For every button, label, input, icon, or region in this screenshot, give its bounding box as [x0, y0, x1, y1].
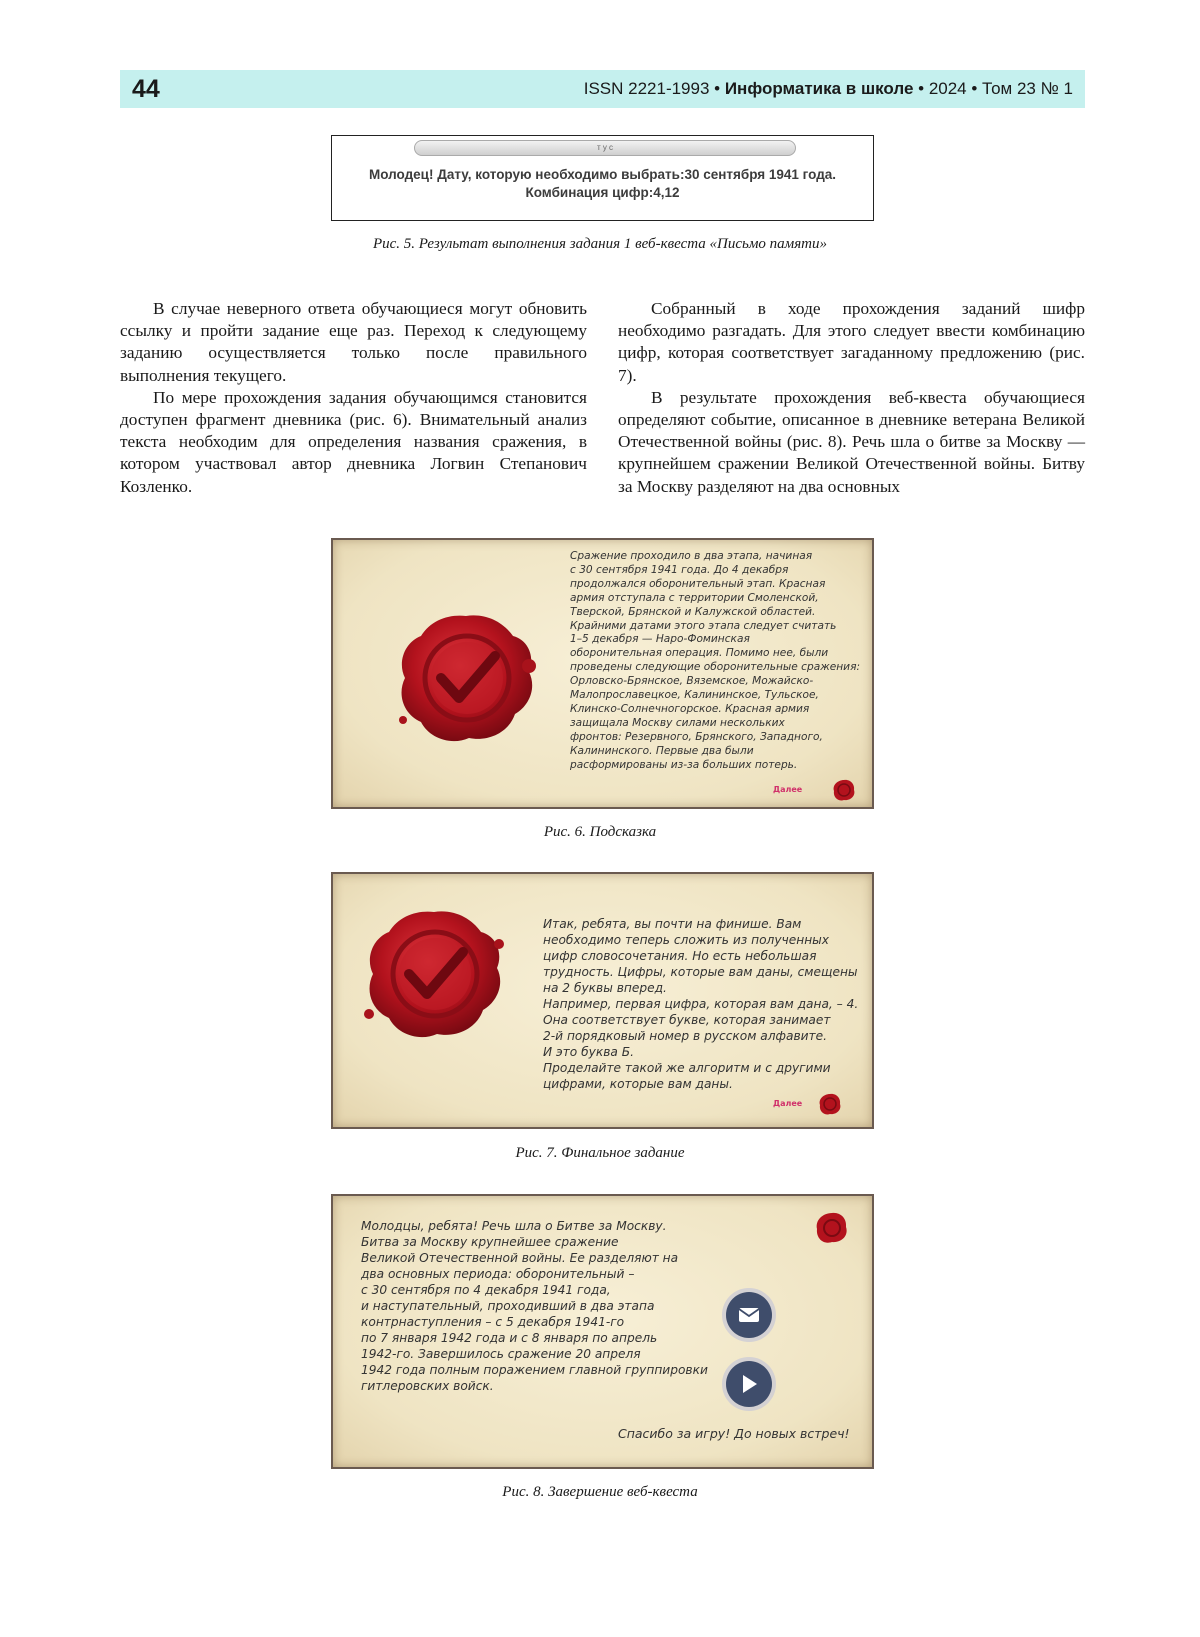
conclusion-text [361, 1218, 708, 1394]
text-line: на 2 буквы вперед. [543, 980, 858, 996]
text-line: защищала Москву силами нескольких [570, 717, 860, 731]
next-button[interactable] [773, 778, 863, 804]
text-line: оборонительная операция. Помимо нее, были [570, 647, 860, 661]
left-column [120, 298, 587, 498]
result-message [332, 166, 873, 202]
text-line: Например, первая цифра, которая вам дана, – 4. [543, 996, 858, 1012]
text-line: Итак, ребята, вы почти на финише. Вам [543, 916, 858, 932]
text-line: трудность. Цифры, которые вам даны, смещены [543, 964, 858, 980]
right-column [618, 298, 1085, 498]
play-icon [739, 1373, 759, 1395]
figure-5 [331, 135, 874, 221]
paragraph: Собранный в ходе прохождения заданий шифр необходимо разгадать. Для этого следует ввести комбинацию цифр, которая соответствует загаданному предложению (рис. 7). [618, 298, 1085, 387]
small-wax-seal-icon [817, 1092, 843, 1116]
text-line: необходимо теперь сложить из полученных [543, 932, 858, 948]
text-line: с 30 сентября 1941 года. До 4 декабря [570, 564, 860, 578]
text-line: гитлеровских войск. [361, 1378, 708, 1394]
text-line: И это буква Б. [543, 1044, 858, 1060]
journal-name: Информатика в школе [725, 79, 914, 98]
text-line: Крайними датами этого этапа следует считать [570, 620, 860, 634]
text-line: Тверской, Брянской и Калужской областей. [570, 606, 860, 620]
text-line: и наступательный, проходивший в два этапа [361, 1298, 708, 1314]
wax-seal-check-icon [391, 608, 541, 748]
window-title-bar: т у с [414, 140, 796, 156]
figure-5-caption: Рис. 5. Результат выполнения задания 1 веб-квеста «Письмо памяти» [0, 236, 1200, 253]
text-line: Битва за Москву крупнейшее сражение [361, 1234, 708, 1250]
small-wax-seal-icon[interactable] [813, 1210, 851, 1246]
figure-8-caption: Рис. 8. Завершение веб-квеста [0, 1484, 1200, 1501]
result-line-2: Комбинация цифр:4,12 [332, 184, 873, 202]
figure-7 [331, 872, 874, 1129]
figure-7-caption: Рис. 7. Финальное задание [0, 1145, 1200, 1162]
page-header [120, 70, 1085, 108]
diary-fragment [570, 550, 860, 773]
text-line: 1–5 декабря — Наро-Фоминская [570, 633, 860, 647]
text-line: цифрами, которые вам даны. [543, 1076, 858, 1092]
text-line: Проделайте такой же алгоритм и с другими [543, 1060, 858, 1076]
text-line: Орловско-Брянское, Вяземское, Можайско- [570, 675, 860, 689]
text-line: 1942-го. Завершилось сражение 20 апреля [361, 1346, 708, 1362]
text-line: продолжался оборонительный этап. Красная [570, 578, 860, 592]
text-line: по 7 января 1942 года и с 8 января по апрель [361, 1330, 708, 1346]
next-button[interactable] [773, 1092, 863, 1118]
text-line: Великой Отечественной войны. Ее разделяют на [361, 1250, 708, 1266]
issue: • 2024 • Том 23 № 1 [918, 79, 1073, 98]
play-button[interactable] [726, 1361, 772, 1407]
text-line: проведены следующие оборонительные сражения: [570, 661, 860, 675]
paragraph: По мере прохождения задания обучающимся становится доступен фрагмент дневника (рис. 6). Внимательный анализ текста необходим для определения названия сражения, в котором участвовал автор дневника Логвин Степанович Козленко. [120, 387, 587, 498]
paragraph: В результате прохождения веб-квеста обучающиеся определяют событие, описанное в дневнике ветерана Великой Отечественной войны (рис. 8). Речь шла о битве за Москву — крупнейшем сражении Великой Отечественной войны. Битву за Москву разделяют на два основных [618, 387, 1085, 498]
envelope-icon [738, 1307, 760, 1323]
text-line: Калининского. Первые два были [570, 745, 860, 759]
text-line: Сражение проходило в два этапа, начиная [570, 550, 860, 564]
small-wax-seal-icon [831, 778, 857, 802]
text-line: армия отступала с территории Смоленской, [570, 592, 860, 606]
text-line: 2-й порядковый номер в русском алфавите. [543, 1028, 858, 1044]
figure-6 [331, 538, 874, 809]
next-label: Далее [773, 1099, 802, 1108]
wax-seal-check-icon [359, 904, 509, 1044]
text-line: Клинско-Солнечногорское. Красная армия [570, 703, 860, 717]
issn: ISSN 2221-1993 • [584, 79, 720, 98]
text-line: Она соответствует букве, которая занимает [543, 1012, 858, 1028]
text-line: фронтов: Резервного, Брянского, Западного, [570, 731, 860, 745]
paragraph: В случае неверного ответа обучающиеся могут обновить ссылку и пройти задание еще раз. Переход к следующему заданию осуществляется только после правильного выполнения текущего. [120, 298, 587, 387]
page-number: 44 [132, 75, 160, 104]
text-line: расформированы из-за больших потерь. [570, 759, 860, 773]
figure-6-caption: Рис. 6. Подсказка [0, 824, 1200, 841]
figure-8 [331, 1194, 874, 1469]
journal-info [584, 79, 1073, 99]
text-line: 1942 года полным поражением главной группировки [361, 1362, 708, 1378]
final-task-text [543, 916, 858, 1092]
text-line: Молодцы, ребята! Речь шла о Битве за Москву. [361, 1218, 708, 1234]
thanks-message: Спасибо за игру! До новых встреч! [618, 1426, 850, 1441]
next-label: Далее [773, 785, 802, 794]
result-line-1: Молодец! Дату, которую необходимо выбрать:30 сентября 1941 года. [332, 166, 873, 184]
text-line: два основных периода: оборонительный – [361, 1266, 708, 1282]
text-line: Малопрославецкое, Калининское, Тульское, [570, 689, 860, 703]
text-line: цифр словосочетания. Но есть небольшая [543, 948, 858, 964]
text-line: с 30 сентября по 4 декабря 1941 года, [361, 1282, 708, 1298]
letter-button[interactable] [726, 1292, 772, 1338]
text-line: контрнаступления – с 5 декабря 1941-го [361, 1314, 708, 1330]
